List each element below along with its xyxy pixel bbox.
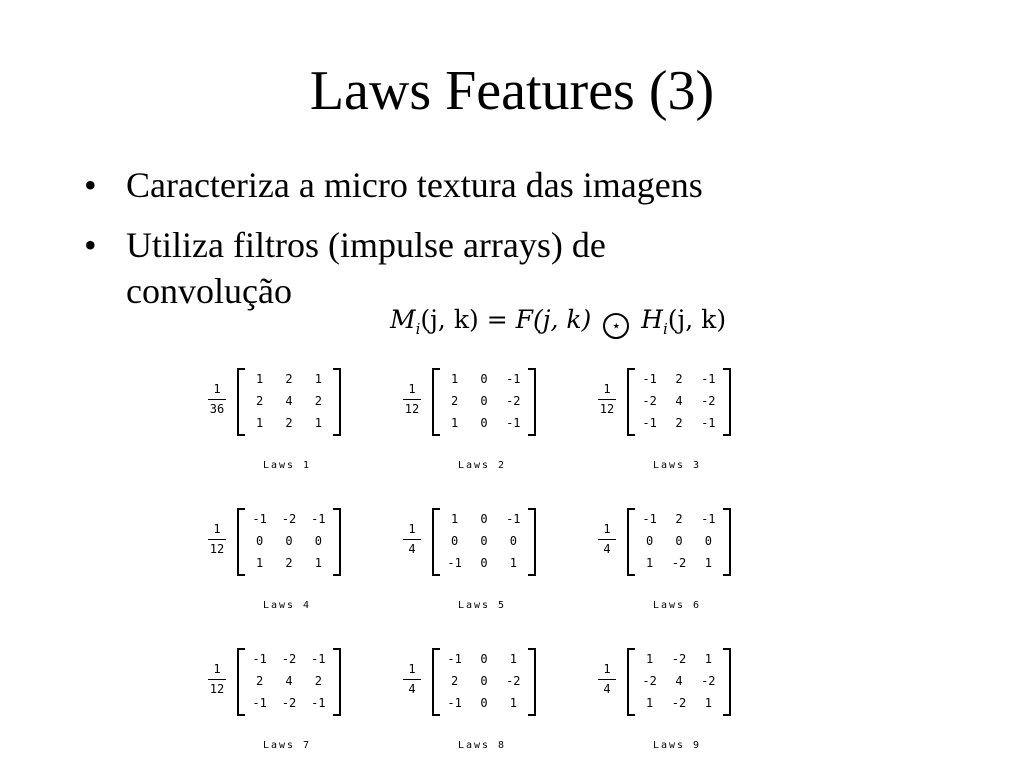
laws-filter-1 <box>205 366 385 486</box>
matrix-value: -1 <box>506 372 521 386</box>
matrix-row <box>239 531 339 552</box>
matrix-bracket-corner <box>434 648 440 650</box>
matrix-value: 4 <box>675 674 683 688</box>
matrix-row <box>434 553 534 574</box>
matrix-row <box>434 369 534 390</box>
filter-scale-fraction <box>400 522 424 557</box>
filter-scale-fraction <box>400 382 424 417</box>
fraction-denominator: 12 <box>404 402 420 416</box>
matrix-bracket-corner <box>434 714 440 716</box>
matrix-row <box>434 693 534 714</box>
fraction-bar <box>208 679 226 680</box>
fraction-bar <box>598 539 616 540</box>
matrix-bracket-corner <box>723 368 729 370</box>
matrix-bracket-corner <box>723 648 729 650</box>
matrix-bracket-corner <box>723 434 729 436</box>
matrix-bracket-corner <box>239 368 245 370</box>
filter-caption: Laws 4 <box>262 600 312 611</box>
matrix-value: 1 <box>314 416 322 430</box>
formula-rhs-args: (j, k) <box>667 305 727 334</box>
laws-filter-2 <box>400 366 580 486</box>
filter-matrix <box>627 368 731 436</box>
matrix-bracket-corner <box>333 368 339 370</box>
laws-filter-5 <box>400 506 580 626</box>
matrix-value: 0 <box>256 534 264 548</box>
matrix-value: 1 <box>704 696 712 710</box>
matrix-value: 1 <box>646 556 654 570</box>
fraction-denominator: 12 <box>599 402 615 416</box>
matrix-value: 0 <box>480 652 488 666</box>
fraction-numerator: 1 <box>213 522 221 536</box>
matrix-value: -1 <box>447 652 462 666</box>
matrix-row <box>239 413 339 434</box>
matrix-value: -1 <box>642 372 657 386</box>
matrix-value: 0 <box>704 534 712 548</box>
fraction-denominator: 4 <box>603 542 611 556</box>
matrix-row <box>629 693 729 714</box>
formula-f-term: F(j, k) <box>515 305 592 334</box>
matrix-value: 2 <box>256 674 264 688</box>
fraction-bar <box>208 539 226 540</box>
matrix-value: 0 <box>509 534 517 548</box>
matrix-value: 0 <box>646 534 654 548</box>
filter-scale-fraction <box>595 662 619 697</box>
matrix-row <box>239 391 339 412</box>
matrix-value: 4 <box>675 394 683 408</box>
matrix-bracket-corner <box>434 574 440 576</box>
fraction-numerator: 1 <box>213 662 221 676</box>
matrix-bracket-corner <box>528 574 534 576</box>
matrix-row <box>239 553 339 574</box>
matrix-value: 0 <box>451 534 459 548</box>
matrix-bracket-corner <box>723 508 729 510</box>
matrix-value: 0 <box>314 534 322 548</box>
fraction-denominator: 36 <box>209 402 225 416</box>
matrix-value: 0 <box>480 534 488 548</box>
matrix-row <box>629 553 729 574</box>
formula-equals: = <box>486 305 508 334</box>
matrix-value: -2 <box>281 696 297 710</box>
matrix-bracket-corner <box>434 434 440 436</box>
matrix-value: -1 <box>642 416 657 430</box>
matrix-value: 1 <box>509 652 517 666</box>
laws-filter-9 <box>595 646 775 766</box>
laws-filter-3 <box>595 366 775 486</box>
fraction-bar <box>598 679 616 680</box>
laws-filter-7 <box>205 646 385 766</box>
matrix-value: -1 <box>506 416 521 430</box>
matrix-value: 2 <box>451 674 459 688</box>
fraction-denominator: 4 <box>603 682 611 696</box>
matrix-bracket-corner <box>528 508 534 510</box>
matrix-row <box>629 413 729 434</box>
matrix-row <box>239 693 339 714</box>
matrix-value: 1 <box>509 556 517 570</box>
filter-matrix <box>627 648 731 716</box>
matrix-value: -1 <box>447 556 462 570</box>
matrix-bracket-corner <box>629 648 635 650</box>
filter-caption: Laws 1 <box>262 460 312 471</box>
filter-scale-fraction <box>595 382 619 417</box>
matrix-value: -1 <box>311 512 326 526</box>
formula-lhs-sub: i <box>415 320 421 338</box>
filter-caption: Laws 6 <box>652 600 702 611</box>
matrix-value: -1 <box>447 696 462 710</box>
formula-lhs-args: (j, k) <box>420 305 479 334</box>
matrix-bracket-corner <box>528 714 534 716</box>
fraction-bar <box>403 679 421 680</box>
matrix-row <box>629 649 729 670</box>
fraction-numerator: 1 <box>408 522 416 536</box>
fraction-denominator: 4 <box>408 542 416 556</box>
fraction-numerator: 1 <box>603 382 611 396</box>
matrix-bracket-corner <box>239 714 245 716</box>
fraction-bar <box>403 539 421 540</box>
matrix-value: 0 <box>285 534 293 548</box>
matrix-row <box>434 649 534 670</box>
filter-caption: Laws 3 <box>652 460 702 471</box>
filter-caption: Laws 9 <box>652 740 702 751</box>
bullet-text: Utiliza filtros (impulse arrays) de convolução <box>126 225 606 311</box>
matrix-value: 1 <box>451 372 459 386</box>
matrix-value: -1 <box>701 372 716 386</box>
matrix-row <box>239 369 339 390</box>
matrix-value: 1 <box>646 696 654 710</box>
fraction-bar <box>208 399 226 400</box>
matrix-value: 1 <box>704 652 712 666</box>
matrix-value: 0 <box>480 674 488 688</box>
laws-filter-4 <box>205 506 385 626</box>
matrix-value: -2 <box>671 556 687 570</box>
bullet-text: Caracteriza a micro textura das imagens <box>126 165 703 205</box>
matrix-value: 1 <box>451 512 459 526</box>
laws-filter-grid <box>205 366 745 761</box>
fraction-bar <box>403 399 421 400</box>
matrix-value: 1 <box>509 696 517 710</box>
fraction-denominator: 12 <box>209 542 225 556</box>
matrix-value: 1 <box>256 416 264 430</box>
matrix-value: -1 <box>642 512 657 526</box>
filter-caption: Laws 8 <box>457 740 507 751</box>
matrix-bracket-corner <box>629 714 635 716</box>
matrix-value: -1 <box>701 416 716 430</box>
filter-caption: Laws 7 <box>262 740 312 751</box>
matrix-value: 2 <box>451 394 459 408</box>
matrix-bracket-corner <box>434 368 440 370</box>
filter-matrix <box>432 508 536 576</box>
matrix-value: -1 <box>252 652 267 666</box>
matrix-row <box>239 509 339 530</box>
matrix-bracket-corner <box>333 434 339 436</box>
matrix-row <box>629 391 729 412</box>
matrix-value: 2 <box>285 372 293 386</box>
convolution-formula <box>390 300 726 349</box>
fraction-numerator: 1 <box>408 662 416 676</box>
fraction-numerator: 1 <box>408 382 416 396</box>
fraction-bar <box>598 399 616 400</box>
matrix-bracket-corner <box>239 434 245 436</box>
matrix-bracket-corner <box>333 714 339 716</box>
matrix-value: -1 <box>252 512 267 526</box>
filter-matrix <box>432 368 536 436</box>
matrix-row <box>434 509 534 530</box>
matrix-value: -1 <box>311 652 326 666</box>
bullet-item-1 <box>84 162 784 208</box>
matrix-bracket-corner <box>333 574 339 576</box>
matrix-value: 0 <box>480 416 488 430</box>
matrix-value: 2 <box>285 556 293 570</box>
matrix-value: -2 <box>281 652 297 666</box>
matrix-value: -1 <box>701 512 716 526</box>
matrix-value: -2 <box>671 652 687 666</box>
matrix-value: -1 <box>506 512 521 526</box>
bullet-marker: • <box>84 225 97 265</box>
filter-scale-fraction <box>400 662 424 697</box>
slide-title: Laws Features (3) <box>309 60 715 122</box>
fraction-numerator: 1 <box>603 662 611 676</box>
matrix-value: 2 <box>285 416 293 430</box>
matrix-value: 0 <box>675 534 683 548</box>
matrix-value: 1 <box>646 652 654 666</box>
matrix-value: 2 <box>675 416 683 430</box>
fraction-numerator: 1 <box>213 382 221 396</box>
matrix-value: -2 <box>281 512 297 526</box>
matrix-value: 0 <box>480 394 488 408</box>
fraction-numerator: 1 <box>603 522 611 536</box>
matrix-value: 1 <box>704 556 712 570</box>
matrix-value: 2 <box>675 372 683 386</box>
matrix-row <box>629 369 729 390</box>
matrix-row <box>434 391 534 412</box>
filter-scale-fraction <box>205 522 229 557</box>
matrix-value: 0 <box>480 512 488 526</box>
matrix-bracket-corner <box>528 368 534 370</box>
matrix-value: 4 <box>285 674 293 688</box>
matrix-bracket-corner <box>629 434 635 436</box>
matrix-value: -2 <box>671 696 687 710</box>
matrix-value: -2 <box>506 674 521 688</box>
fraction-denominator: 4 <box>408 682 416 696</box>
matrix-value: 2 <box>256 394 264 408</box>
matrix-value: -1 <box>311 696 326 710</box>
matrix-bracket-corner <box>629 368 635 370</box>
matrix-value: -1 <box>252 696 267 710</box>
fraction-denominator: 12 <box>209 682 225 696</box>
matrix-value: 1 <box>256 556 264 570</box>
matrix-value: 1 <box>314 372 322 386</box>
filter-scale-fraction <box>205 382 229 417</box>
convolution-operator-icon: ⋆ <box>603 313 629 339</box>
filter-scale-fraction <box>595 522 619 557</box>
matrix-value: 2 <box>675 512 683 526</box>
matrix-value: -2 <box>506 394 521 408</box>
matrix-value: 2 <box>314 674 322 688</box>
matrix-row <box>629 509 729 530</box>
matrix-bracket-corner <box>629 574 635 576</box>
formula-rhs-sub: i <box>662 320 668 338</box>
matrix-value: 1 <box>451 416 459 430</box>
matrix-value: 4 <box>285 394 293 408</box>
formula-lhs-name: M <box>390 305 416 334</box>
matrix-bracket-corner <box>239 508 245 510</box>
filter-caption: Laws 5 <box>457 600 507 611</box>
matrix-value: 2 <box>314 394 322 408</box>
matrix-bracket-corner <box>723 574 729 576</box>
matrix-bracket-corner <box>723 714 729 716</box>
filter-matrix <box>237 648 341 716</box>
filter-matrix <box>237 508 341 576</box>
matrix-value: -2 <box>642 674 657 688</box>
matrix-value: -2 <box>701 394 716 408</box>
matrix-bracket-corner <box>239 648 245 650</box>
filter-matrix <box>627 508 731 576</box>
filter-caption: Laws 2 <box>457 460 507 471</box>
matrix-bracket-corner <box>528 434 534 436</box>
matrix-value: 0 <box>480 556 488 570</box>
matrix-value: -2 <box>701 674 716 688</box>
matrix-row <box>239 671 339 692</box>
laws-filter-6 <box>595 506 775 626</box>
matrix-bracket-corner <box>333 648 339 650</box>
matrix-row <box>434 671 534 692</box>
matrix-value: 0 <box>480 696 488 710</box>
bullet-marker: • <box>84 165 97 205</box>
filter-scale-fraction <box>205 662 229 697</box>
filter-matrix <box>237 368 341 436</box>
matrix-value: 1 <box>314 556 322 570</box>
matrix-value: 0 <box>480 372 488 386</box>
matrix-bracket-corner <box>528 648 534 650</box>
matrix-bracket-corner <box>434 508 440 510</box>
matrix-value: 1 <box>256 372 264 386</box>
matrix-row <box>629 671 729 692</box>
formula-rhs-name: H <box>641 305 663 334</box>
matrix-row <box>434 531 534 552</box>
filter-matrix <box>432 648 536 716</box>
matrix-value: -2 <box>642 394 657 408</box>
matrix-bracket-corner <box>239 574 245 576</box>
matrix-row <box>434 413 534 434</box>
matrix-bracket-corner <box>333 508 339 510</box>
laws-filter-8 <box>400 646 580 766</box>
matrix-row <box>239 649 339 670</box>
matrix-bracket-corner <box>629 508 635 510</box>
matrix-row <box>629 531 729 552</box>
